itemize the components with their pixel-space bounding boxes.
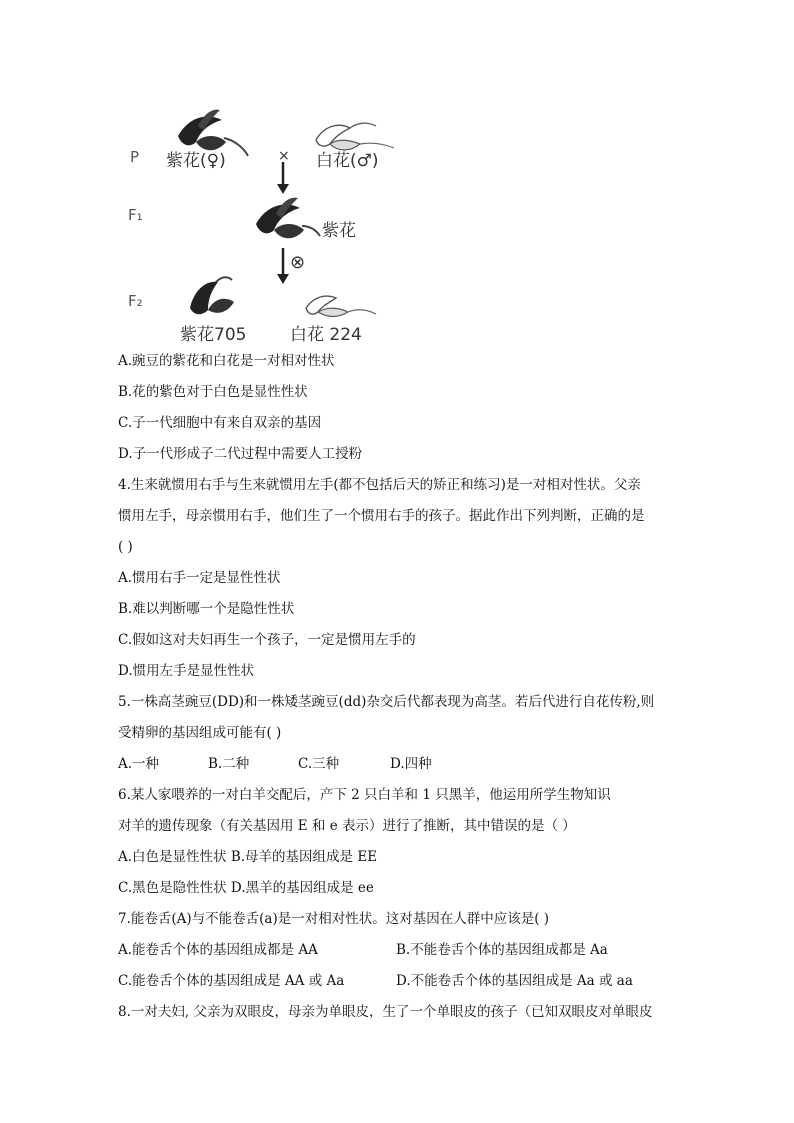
q6-stem-line-2: 对羊的遗传现象（有关基因用 E 和 e 表示）进行了推断，其中错误的是（ ） <box>118 818 576 834</box>
f2-white-flower-icon <box>306 296 376 316</box>
genetic-cross-figure <box>118 100 418 345</box>
q3-option-d: D.子一代形成子二代过程中需要人工授粉 <box>118 446 363 462</box>
q5-stem-line-2: 受精卵的基因组成可能有( ) <box>118 725 282 741</box>
q3-option-b: B.花的紫色对于白色是显性性状 <box>118 384 308 400</box>
q4-option-a: A.惯用右手一定是显性性状 <box>118 570 281 586</box>
p-female-label: 紫花(♀) <box>166 151 226 171</box>
q5-option-c: C.三种 <box>298 756 340 772</box>
q7-option-d: D.不能卷舌个体的基因组成是 Aa 或 aa <box>396 973 633 989</box>
q7-options-row-2 <box>118 966 698 997</box>
cross-diagram-graphics <box>118 100 418 345</box>
q4-stem-line-2: 惯用左手，母亲惯用右手，他们生了一个惯用右手的孩子。据此作出下列判断，正确的是 <box>118 508 645 524</box>
f2-purple-flower-icon <box>190 277 234 314</box>
q5-stem-line-1: 5.一株高茎豌豆(DD)和一株矮茎豌豆(dd)杂交后代都表现为高茎。若后代进行自花传粉,则 <box>118 694 655 710</box>
generation-f1-label: F₁ <box>128 206 143 224</box>
q8-stem-line-1: 8.一对夫妇, 父亲为双眼皮，母亲为单眼皮，生了一个单眼皮的孩子（已知双眼皮对单眼皮 <box>118 1004 653 1020</box>
q5-option-a: A.一种 <box>118 756 160 772</box>
cross-symbol: × <box>278 148 290 164</box>
q5-option-d: D.四种 <box>390 756 432 772</box>
q3-option-a: A.豌豆的紫花和白花是一对相对性状 <box>118 353 335 369</box>
q4-option-b: B.难以判断哪一个是隐性性状 <box>118 601 295 617</box>
q4-option-d: D.惯用左手是显性性状 <box>118 663 255 679</box>
generation-p-label: P <box>130 148 140 166</box>
selfing-symbol: ⊗ <box>290 252 306 273</box>
q4-stem-line-1: 4.生来就惯用右手与生来就惯用左手(都不包括后天的矫正和练习)是一对相对性状。父亲 <box>118 477 641 493</box>
q6-options-cd: C.黑色是隐性性状 D.黑羊的基因组成是 ee <box>118 880 374 896</box>
q3-option-c: C.子一代细胞中有来自双亲的基因 <box>118 415 322 431</box>
q4-option-c: C.假如这对夫妇再生一个孩子，一定是惯用左手的 <box>118 632 416 648</box>
f2-purple-label: 紫花705 <box>180 325 247 345</box>
q6-options-ab: A.白色是显性性状 B.母羊的基因组成是 EE <box>118 849 378 865</box>
q5-options-row <box>118 749 698 780</box>
q7-options-row-1 <box>118 935 698 966</box>
q5-option-b: B.二种 <box>208 756 250 772</box>
f1-purple-flower-icon <box>256 198 320 239</box>
q7-option-c: C.能卷舌个体的基因组成是 AA 或 Aa <box>118 973 345 989</box>
f2-white-label: 白花 224 <box>290 325 362 345</box>
q6-stem-line-1: 6.某人家喂养的一对白羊交配后，产下 2 只白羊和 1 只黑羊，他运用所学生物知识 <box>118 787 611 803</box>
f1-label: 紫花 <box>322 221 356 241</box>
q7-option-a: A.能卷舌个体的基因组成都是 AA <box>118 942 318 958</box>
q7-stem: 7.能卷舌(A)与不能卷舌(a)是一对相对性状。这对基因在人群中应该是( ) <box>118 911 550 927</box>
p-male-label: 白花(♂) <box>316 151 379 171</box>
q4-stem-line-3: ( ) <box>118 539 133 555</box>
q7-option-b: B.不能卷舌个体的基因组成都是 Aa <box>396 942 608 958</box>
question-text <box>118 346 698 1028</box>
generation-f2-label: F₂ <box>128 292 143 310</box>
